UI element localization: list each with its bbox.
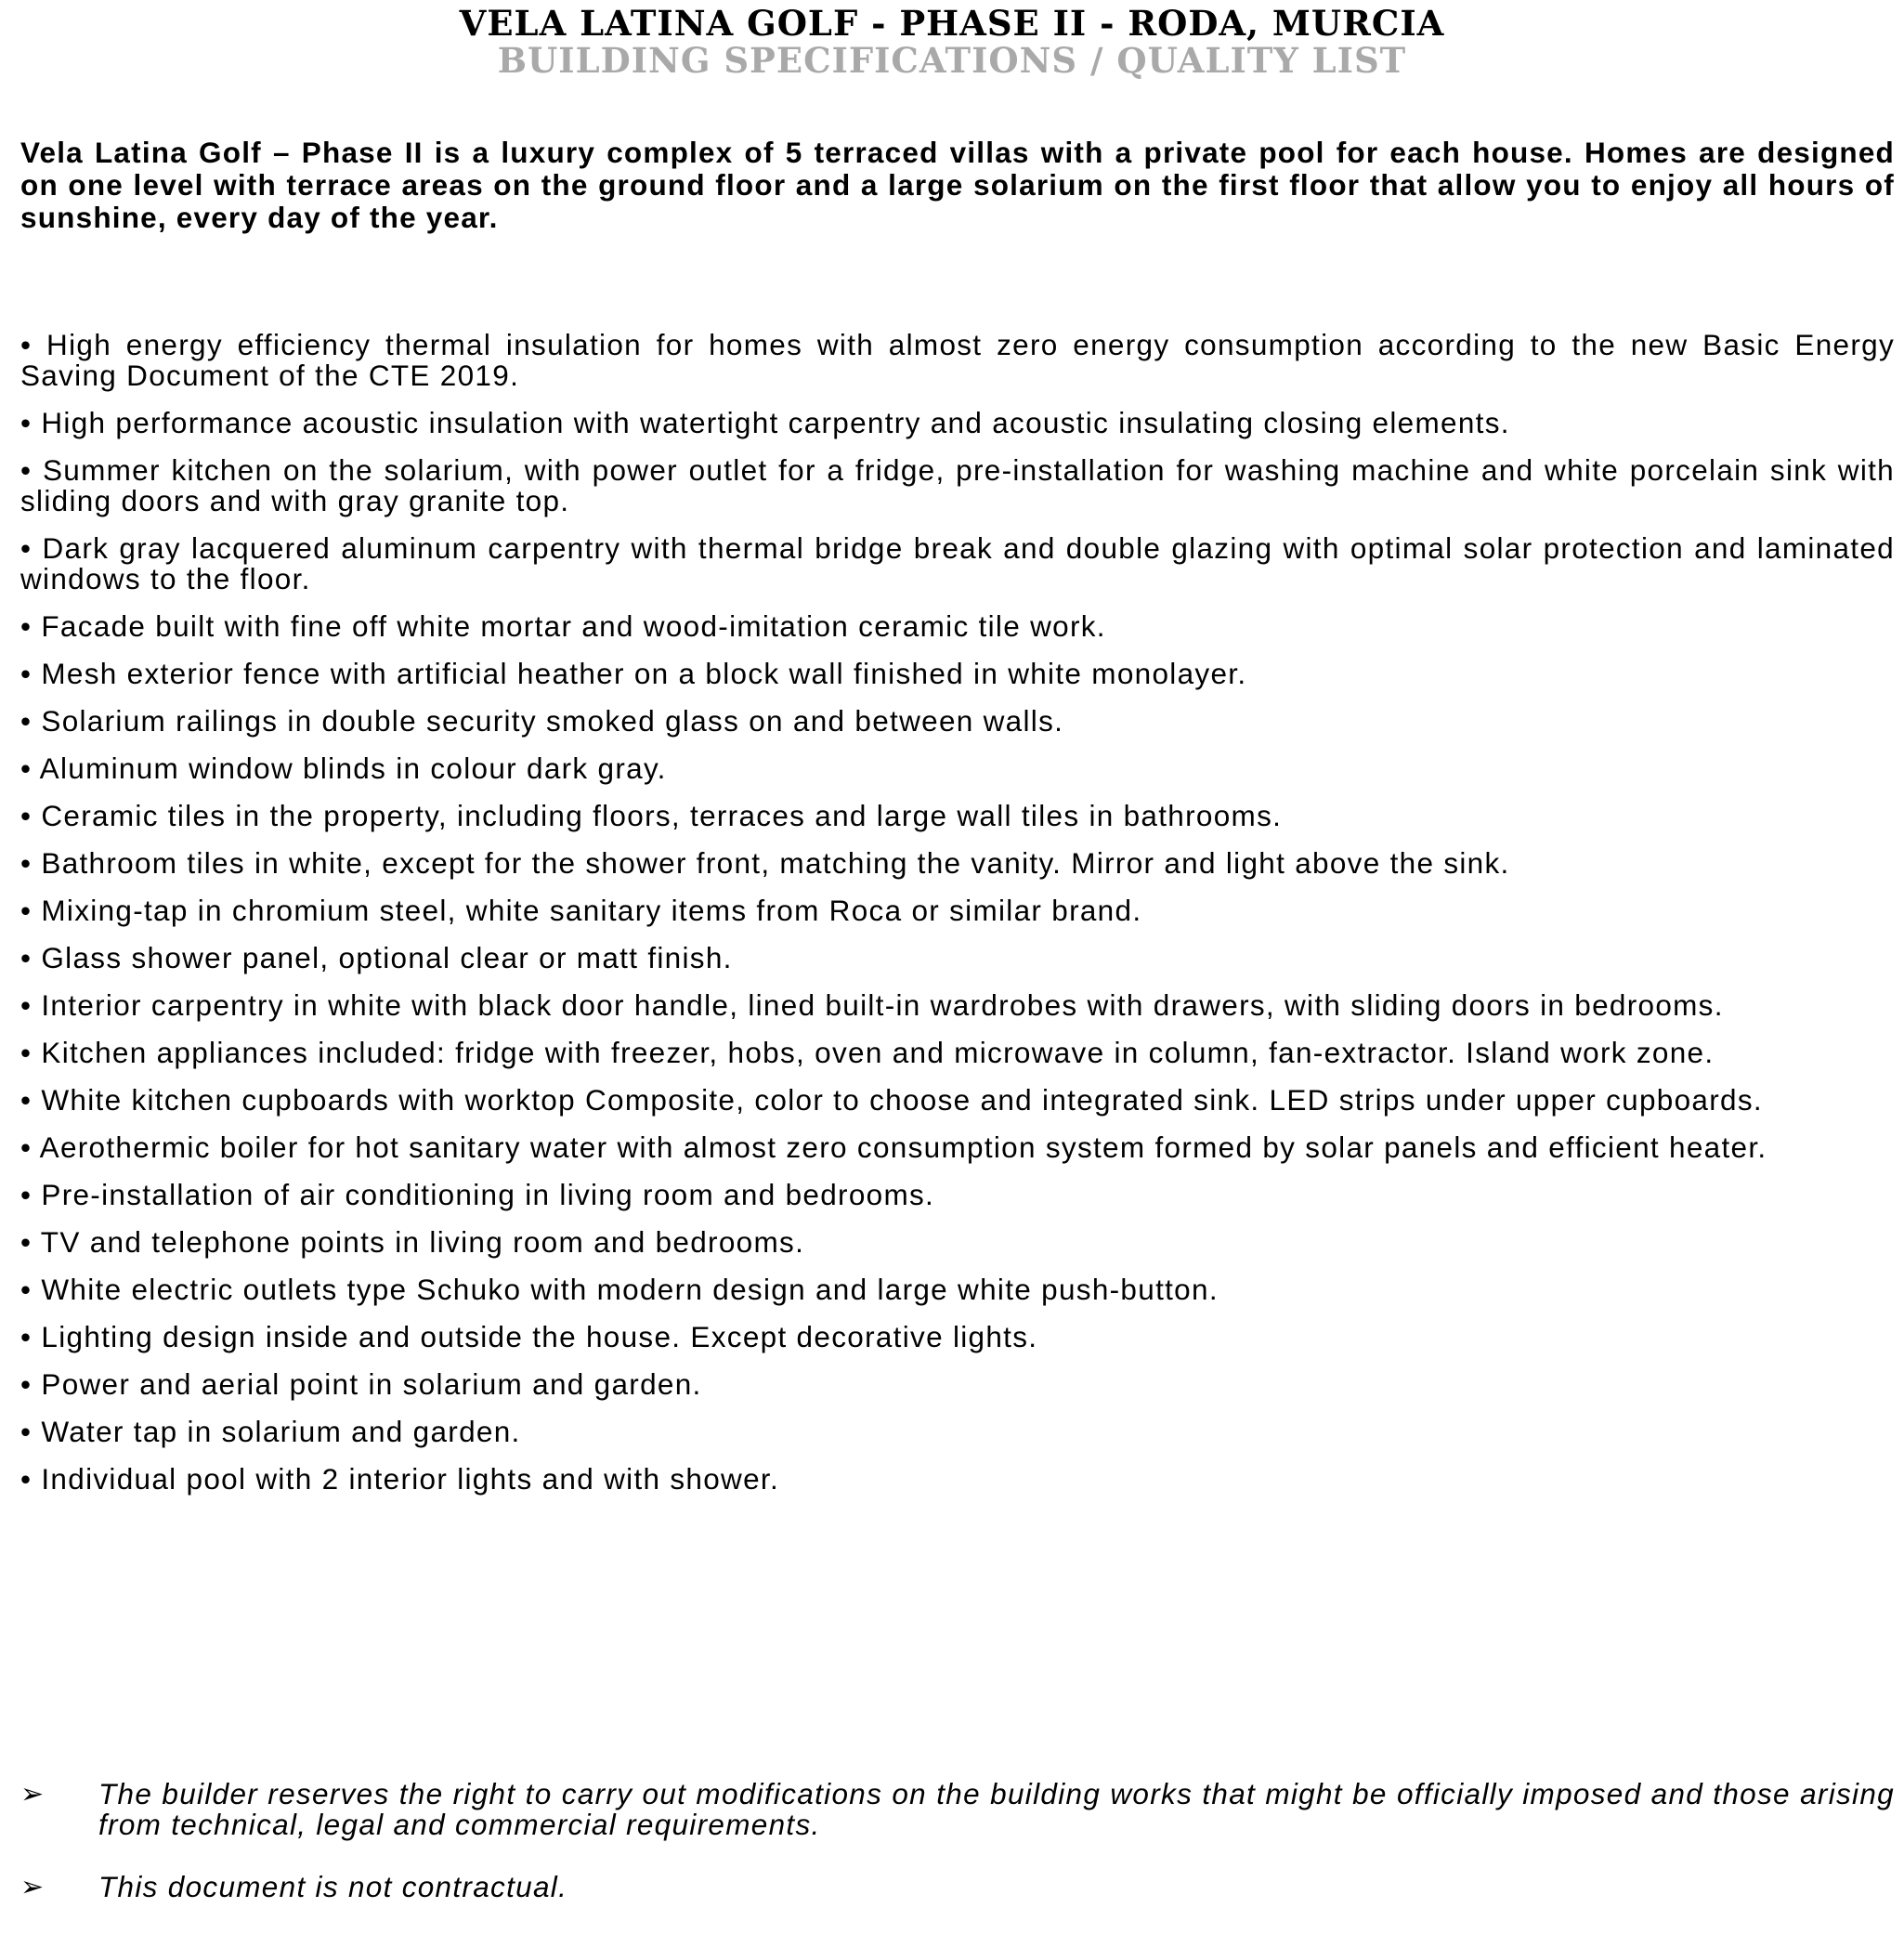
disclaimer-note — [20, 1779, 1895, 1840]
spec-item: • Glass shower panel, optional clear or matt finish. — [20, 941, 733, 974]
spec-item: • Interior carpentry in white with black door handle, lined built-in wardrobes with drawers, with sliding doors in bedrooms. — [20, 988, 1724, 1022]
spec-item: • Power and aerial point in solarium and garden. — [20, 1367, 702, 1401]
spec-item: • High performance acoustic insulation with watertight carpentry and acoustic insulating closing elements. — [20, 406, 1510, 439]
spec-item: • White electric outlets type Schuko with modern design and large white push-button. — [20, 1273, 1219, 1306]
spec-item: • Pre-installation of air conditioning in living room and bedrooms. — [20, 1178, 935, 1211]
spec-item: • Mesh exterior fence with artificial heather on a block wall finished in white monolayer. — [20, 657, 1247, 690]
spec-item: • Dark gray lacquered aluminum carpentry with thermal bridge break and double glazing with optimal solar protection and laminated windows to the floor. — [20, 531, 1895, 595]
specifications-list — [20, 330, 1895, 1511]
spec-item: • TV and telephone points in living room and bedrooms. — [20, 1225, 805, 1259]
spec-item: • High energy efficiency thermal insulation for homes with almost zero energy consumption according to the new Basic Energy Saving Document of the CTE 2019. — [20, 328, 1895, 392]
disclaimer-note — [20, 1872, 1895, 1902]
document-subtitle: BUILDING SPECIFICATIONS / QUALITY LIST — [497, 40, 1407, 81]
spec-item: • Individual pool with 2 interior lights and with shower. — [20, 1462, 780, 1496]
disclaimer-text: This document is not contractual. — [98, 1870, 568, 1903]
arrowhead-bullet-icon: ➢ — [20, 1871, 46, 1903]
disclaimer-text: The builder reserves the right to carry out modifications on the building works that might be officially imposed and those arising from technical, legal and commercial requirements. — [98, 1777, 1895, 1841]
spec-item: • Bathroom tiles in white, except for the shower front, matching the vanity. Mirror and light above the sink. — [20, 846, 1510, 880]
spec-item: • Facade built with fine off white mortar and wood-imitation ceramic tile work. — [20, 609, 1106, 643]
spec-item: • Mixing-tap in chromium steel, white sanitary items from Roca or similar brand. — [20, 894, 1142, 927]
arrowhead-bullet-icon: ➢ — [20, 1778, 46, 1810]
spec-item: • White kitchen cupboards with worktop Composite, color to choose and integrated sink. LED strips under upper cupboards. — [20, 1083, 1763, 1117]
spec-item: • Kitchen appliances included: fridge with freezer, hobs, oven and microwave in column, fan-extractor. Island work zone. — [20, 1036, 1715, 1069]
spec-item: • Summer kitchen on the solarium, with power outlet for a fridge, pre-installation for washing machine and white porcelain sink with sliding doors and with gray granite top. — [20, 453, 1895, 517]
spec-item: • Solarium railings in double security smoked glass on and between walls. — [20, 704, 1064, 738]
document-title: VELA LATINA GOLF - PHASE II - RODA, MURCIA — [459, 3, 1445, 44]
spec-item: • Water tap in solarium and garden. — [20, 1415, 521, 1448]
disclaimer-notes — [20, 1779, 1895, 1934]
spec-item: • Ceramic tiles in the property, including floors, terraces and large wall tiles in bathrooms. — [20, 799, 1283, 832]
spec-item: • Aluminum window blinds in colour dark gray. — [20, 751, 667, 785]
intro-paragraph: Vela Latina Golf – Phase II is a luxury complex of 5 terraced villas with a private pool for each house. Homes are designed on one level with terrace areas on the ground floor and a large solarium on the first floor that allow you to enjoy all hours of sunshine, every day of the year. — [20, 136, 1895, 234]
spec-item: • Lighting design inside and outside the house. Except decorative lights. — [20, 1320, 1038, 1353]
spec-item: • Aerothermic boiler for hot sanitary water with almost zero consumption system formed by solar panels and efficient heater. — [20, 1130, 1767, 1164]
